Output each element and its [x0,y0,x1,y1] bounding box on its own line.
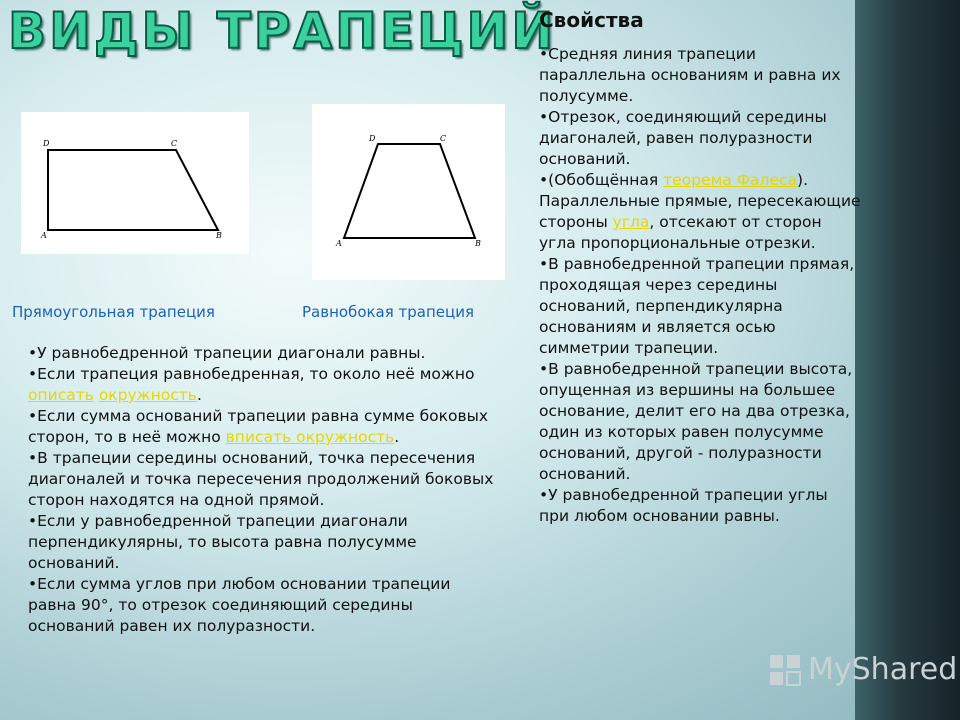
left-list-text: •Если сумма углов при любом основании трапеции равна 90°, то отрезок соединяющий середины оснований равен их полуразности. [28,575,451,635]
properties-link[interactable]: теорема Фалеса [663,171,798,189]
figure-isosceles-trapezoid [312,104,505,280]
left-list-text: . [196,386,202,404]
right-decor-band [855,0,960,720]
figure-right-trapezoid [21,112,249,254]
logo-text: MyShared [808,652,958,687]
right-trapezoid-shape [48,150,218,230]
figure-label-right: Прямоугольная трапеция [12,303,215,321]
vertex-d-label: D [369,134,376,143]
vertex-b-label: B [216,231,222,240]
properties-item [539,359,861,485]
left-list-item [28,574,496,637]
left-list-text: •В трапеции середины оснований, точка пересечения диагоналей и точка пересечения продолжений боковых сторон находятся на одной прямой. [28,449,494,509]
properties-item [539,107,861,170]
isosceles-trapezoid-drawing [312,104,505,280]
properties-text: •В равнобедренной трапеции высота, опущенная из вершины на большее основание, делит его на два отрезка, один из которых равен полусумме оснований, другой - полуразности оснований. [539,360,853,483]
properties-item [539,44,861,107]
left-list-text: •Если сумма оснований трапеции равна сумме боковых сторон, то в неё можно [28,407,489,446]
properties-text: •Отрезок, соединяющий середины диагоналей, равен полуразности оснований. [539,108,827,168]
left-list-item [28,364,496,406]
properties-heading: Свойства [539,8,644,32]
properties-text: •У равнобедренной трапеции углы при любом основании равны. [539,486,828,525]
figure-label-isosceles: Равнобокая трапеция [302,303,475,321]
isosceles-trapezoid-shape [344,144,475,238]
left-list-item [28,511,496,574]
properties-text: ). Параллельные прямые, пересекающие стороны [539,171,861,231]
vertex-a-label: A [336,239,342,248]
left-list-text: •У равнобедренной трапеции диагонали равны. [28,344,426,362]
left-list-link[interactable]: описать [28,386,94,404]
vertex-b-label: B [475,239,481,248]
vertex-c-label: C [440,134,447,143]
left-list-text: . [394,428,400,446]
vertex-a-label: A [41,231,47,240]
left-list-item [28,448,496,511]
properties-text: , отсекают от сторон угла пропорциональные отрезки. [539,213,822,252]
properties-text: •Средняя линия трапеции параллельна основаниям и равна их полусумме. [539,45,841,105]
vertex-d-label: D [43,139,50,148]
left-list-link[interactable]: вписать окружность [225,428,395,446]
properties-item [539,485,861,527]
myshared-logo [768,652,957,687]
properties-list [539,44,861,527]
left-list-item [28,406,496,448]
left-properties-list [28,343,496,637]
properties-text: •В равнобедренной трапеции прямая, проходящая через середины оснований, перпендикулярна основаниям и является осью симметрии трапеции. [539,255,855,357]
properties-item [539,254,861,359]
left-list-link[interactable]: окружность [98,386,197,404]
page-title: ВИДЫ ТРАПЕЦИЙ [8,2,557,60]
right-trapezoid-drawing [21,112,249,254]
properties-text: •(Обобщённая [539,171,664,189]
properties-item [539,170,861,254]
left-list-text: •Если у равнобедренной трапеции диагонали перпендикулярны, то высота равна полусумме оснований. [28,512,417,572]
logo-icon [768,653,802,687]
left-list-item [28,343,496,364]
properties-link[interactable]: угла [612,213,650,231]
vertex-c-label: C [171,139,178,148]
left-list-text: •Если трапеция равнобедренная, то около неё можно [28,365,475,383]
